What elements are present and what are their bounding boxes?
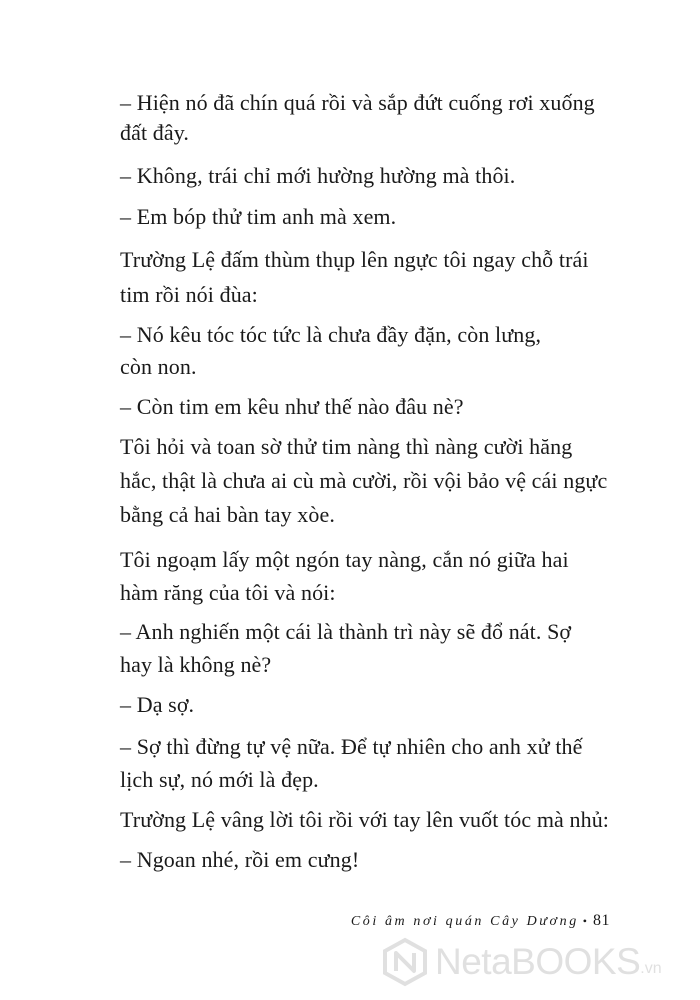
- text-line: Tôi ngoạm lấy một ngón tay nàng, cắn nó giữa hai: [120, 547, 569, 572]
- text-line: – Dạ sợ.: [120, 692, 195, 717]
- text-line: hay là không nè?: [120, 652, 272, 677]
- text-line: lịch sự, nó mới là đẹp.: [120, 767, 319, 792]
- text-line: – Hiện nó đã chín quá rồi và sắp đứt cuống rơi xuống: [120, 90, 595, 115]
- text-line: còn non.: [120, 354, 197, 379]
- netabooks-watermark: [380, 932, 662, 992]
- text-line: – Nó kêu tóc tóc tức là chưa đầy đặn, còn lưng,: [120, 322, 542, 347]
- text-line: tim rồi nói đùa:: [120, 282, 258, 307]
- text-line: – Em bóp thử tim anh mà xem.: [120, 204, 397, 229]
- footer-separator: •: [582, 914, 587, 928]
- text-line: Trường Lệ vâng lời tôi rồi với tay lên vuốt tóc mà nhủ:: [120, 807, 610, 832]
- text-line: – Không, trái chỉ mới hường hường mà thôi.: [120, 163, 516, 188]
- text-line: bằng cả hai bàn tay xòe.: [120, 502, 335, 527]
- text-line: Tôi hỏi và toan sờ thử tim nàng thì nàng cười hăng: [120, 434, 573, 459]
- text-line: Trường Lệ đấm thùm thụp lên ngực tôi ngay chỗ trái: [120, 247, 589, 272]
- watermark-suffix: .vn: [640, 960, 662, 977]
- text-line: – Anh nghiến một cái là thành trì này sẽ đổ nát. Sợ: [120, 619, 572, 644]
- text-line: hắc, thật là chưa ai cù mà cười, rồi vội bảo vệ cái ngực: [120, 468, 608, 493]
- text-line: đất đây.: [120, 120, 190, 145]
- book-title: Côi âm nơi quán Cây Dương: [350, 914, 579, 929]
- page-number: 81: [593, 912, 610, 929]
- neta-logo-icon: [380, 937, 430, 987]
- text-line: – Còn tim em kêu như thế nào đâu nè?: [120, 394, 464, 419]
- text-line: hàm răng của tôi và nói:: [120, 580, 336, 605]
- watermark-brand: NetaBOOKS: [435, 941, 641, 982]
- text-line: – Sợ thì đừng tự vệ nữa. Để tự nhiên cho anh xử thế: [120, 734, 583, 759]
- running-footer: [300, 912, 610, 930]
- text-line: – Ngoan nhé, rồi em cưng!: [120, 847, 360, 872]
